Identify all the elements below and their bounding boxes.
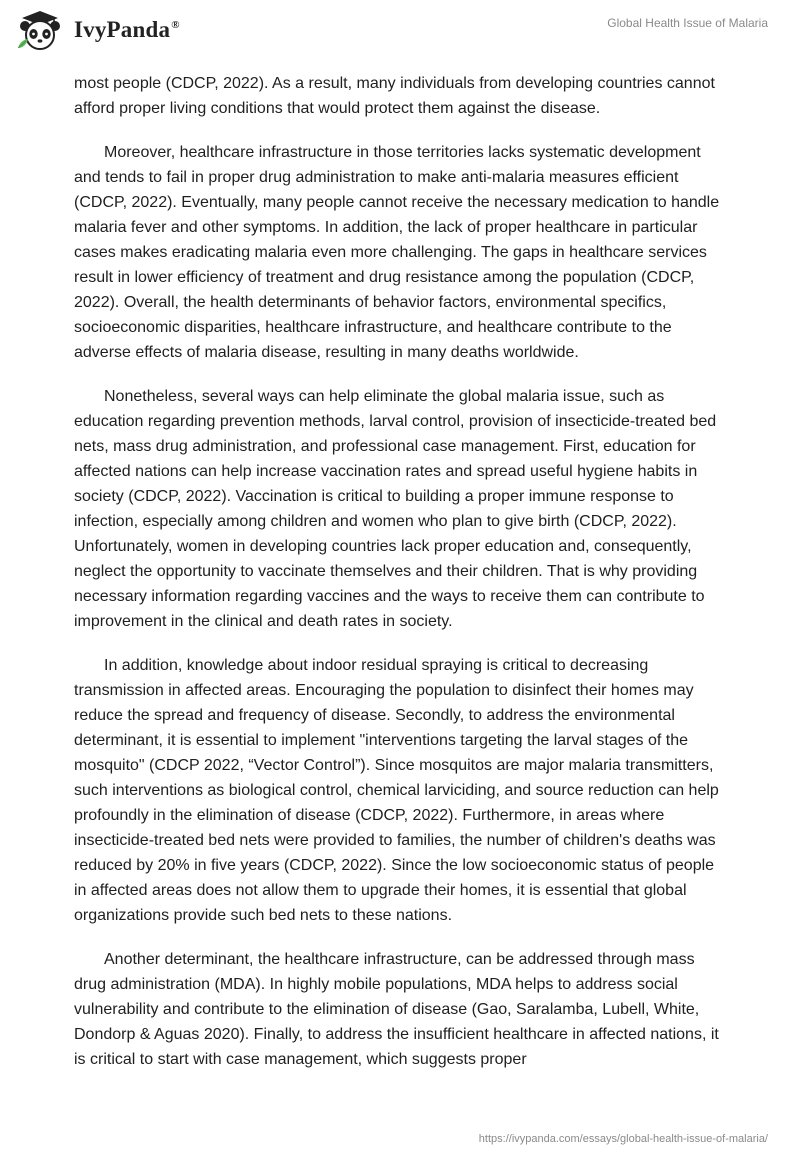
page-header <box>0 0 800 70</box>
paragraph: Nonetheless, several ways can help eliminate the global malaria issue, such as education regarding prevention methods, larval control, provision of insecticide-treated bed nets, mass drug administration, and professional case management. First, education for affected nations can help increase vaccination rates and spread useful hygiene habits in society (CDCP, 2022). Vaccination is critical to building a proper immune response to infection, especially among children and women who plan to give birth (CDCP, 2022). Unfortunately, women in developing countries lack proper education and, consequently, neglect the opportunity to vaccinate themselves and their children. That is why providing necessary information regarding vaccines and the ways to receive them can contribute to improvement in the clinical and death rates in society. <box>74 388 717 630</box>
paragraph: Moreover, healthcare infrastructure in those territories lacks systematic development and tends to fail in proper drug administration to make anti-malaria measures efficient (CDCP, 2022). Eventually, many people cannot receive the necessary medication to handle malaria fever and other symptoms. In addition, the lack of proper healthcare in particular cases makes eradicating malaria even more challenging. The gaps in healthcare services result in lower efficiency of treatment and drug resistance among the population (CDCP, 2022). Overall, the health determinants of behavior factors, environmental specifics, socioeconomic disparities, healthcare infrastructure, and healthcare contribute to the adverse effects of malaria disease, resulting in many deaths worldwide. <box>74 144 720 361</box>
paragraph: most people (CDCP, 2022). As a result, many individuals from developing countries cannot afford proper living conditions that would protect them against the disease. <box>74 75 715 117</box>
panda-graduate-icon <box>14 8 66 52</box>
paragraph: Another determinant, the healthcare infrastructure, can be addressed through mass drug administration (MDA). In highly mobile populations, MDA helps to address social vulnerability and contribute to the elimination of disease (Gao, Saralamba, Lubell, White, Dondorp & Aguas 2020). Finally, to address the insufficient healthcare in affected nations, it is critical to start with case management, which suggests proper <box>74 951 719 1068</box>
document-title: Global Health Issue of Malaria <box>607 16 768 30</box>
ivypanda-logo[interactable] <box>14 8 180 52</box>
source-url[interactable]: https://ivypanda.com/essays/global-health-issue-of-malaria/ <box>478 1133 768 1145</box>
brand-name: IvyPanda® <box>74 17 180 42</box>
paragraph: In addition, knowledge about indoor residual spraying is critical to decreasing transmission in affected areas. Encouraging the population to disinfect their homes may reduce the spread and frequency of disease. Secondly, to address the environmental determinant, it is essential to implement "interventions targeting the larval stages of the mosquito" (CDCP 2022, “Vector Control”). Since mosquitos are major malaria transmitters, such interventions as biological control, chemical larviciding, and source reduction can help profoundly in the elimination of disease (CDCP, 2022). Furthermore, in areas where insecticide-treated bed nets were provided to families, the number of children's deaths was reduced by 20% in five years (CDCP, 2022). Since the low socioeconomic status of people in affected areas does not allow them to upgrade their homes, it is essential that global organizations provide such bed nets to these nations. <box>74 657 719 924</box>
essay-body <box>74 71 726 1091</box>
